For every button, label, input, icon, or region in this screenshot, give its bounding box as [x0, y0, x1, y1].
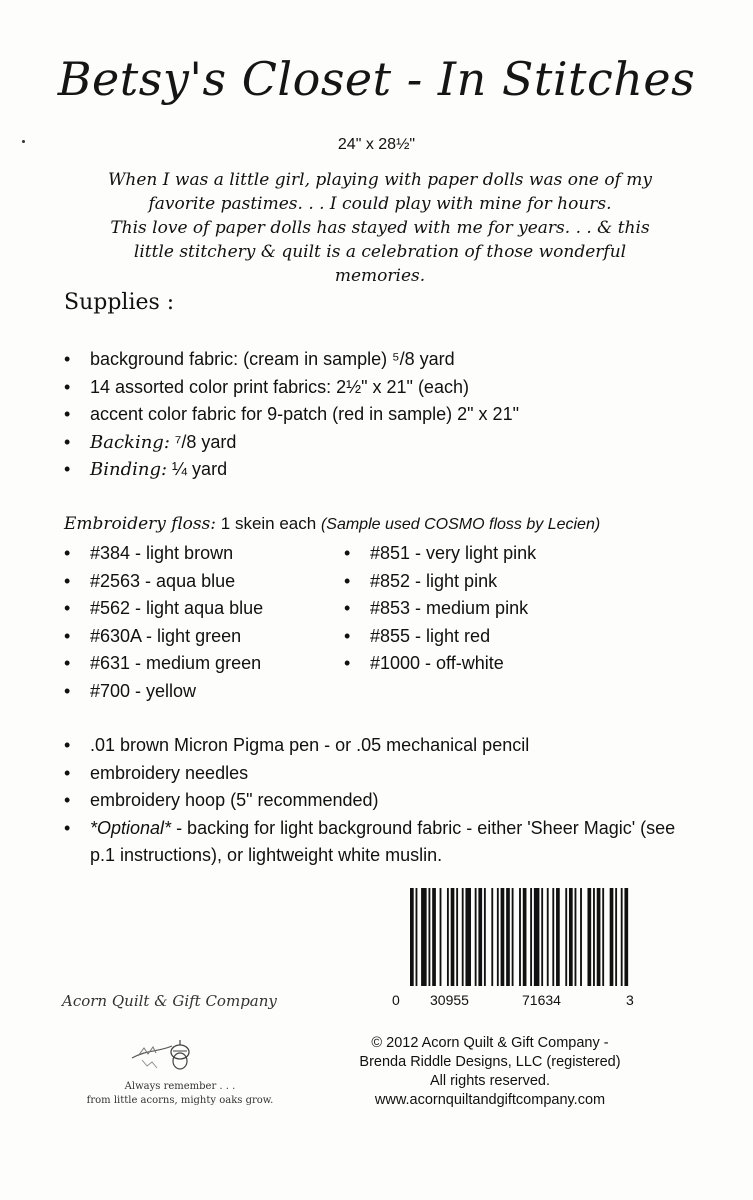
- list-item: • #853 - medium pink: [344, 595, 536, 623]
- floss-label: Embroidery floss:: [64, 514, 217, 534]
- barcode-bar: [552, 888, 554, 986]
- floss-list-right: [344, 540, 536, 678]
- list-item: • embroidery hoop (5" recommended): [64, 787, 700, 815]
- copyright-line: © 2012 Acorn Quilt & Gift Company -: [371, 1035, 609, 1051]
- barcode-bar: [491, 888, 493, 986]
- binding-label: Binding:: [90, 459, 168, 480]
- barcode-bar: [519, 888, 521, 986]
- supplies-list: [64, 346, 519, 484]
- barcode-bar: [547, 888, 549, 986]
- acorn-company-logo-text: Acorn Quilt & Gift Company: [62, 992, 277, 1010]
- floss-note: (Sample used COSMO floss by Lecien): [320, 516, 601, 533]
- list-item: • #384 - light brown: [64, 540, 263, 568]
- page-title: Betsy's Closet - In Stitches: [57, 52, 696, 106]
- barcode-bar: [541, 888, 543, 986]
- intro-line: favorite pastimes. . . I could play with mine for hours.: [148, 194, 612, 214]
- barcode-digit: 30955: [430, 992, 469, 1008]
- intro-paragraph: [90, 168, 670, 288]
- barcode-digit: 3: [626, 992, 634, 1008]
- list-item: • #851 - very light pink: [344, 540, 536, 568]
- barcode-bar: [610, 888, 614, 986]
- intro-line: little stitchery & quilt is a celebration of those wonderful memories.: [133, 242, 627, 286]
- list-item: • #2563 - aqua blue: [64, 568, 263, 596]
- barcode-bar: [580, 888, 582, 986]
- copyright-line: Brenda Riddle Designs, LLC (registered): [359, 1054, 621, 1070]
- barcode-bar: [565, 888, 567, 986]
- list-item: • Backing: ⁷/8 yard: [64, 429, 519, 457]
- barcode-bar: [593, 888, 595, 986]
- tools-list: [64, 732, 700, 870]
- website-link: www.acornquiltandgiftcompany.com: [374, 1092, 606, 1108]
- barcode-digit: 0: [392, 992, 400, 1008]
- barcode-bar: [440, 888, 442, 986]
- list-item: • #562 - light aqua blue: [64, 595, 263, 623]
- barcode-bar: [484, 888, 486, 986]
- barcode-bar: [478, 888, 482, 986]
- intro-line: When I was a little girl, playing with paper dolls was one of my: [107, 170, 653, 190]
- barcode-bar: [447, 888, 449, 986]
- barcode-bar: [456, 888, 458, 986]
- acorn-caption: Always remember . . . from little acorns, mighty oaks grow.: [86, 1081, 274, 1106]
- list-item: • accent color fabric for 9-patch (red in sample) 2" x 21": [64, 401, 519, 429]
- list-item: • *Optional* - backing for light background fabric - either 'Sheer Magic' (see p.1 instructions), or lightweight white muslin.: [64, 815, 700, 870]
- floss-list-left: [64, 540, 263, 705]
- barcode-bar: [624, 888, 628, 986]
- barcode-bar: [497, 888, 499, 986]
- intro-line: This love of paper dolls has stayed with me for years. . . & this: [110, 218, 650, 238]
- list-item: • #1000 - off-white: [344, 650, 536, 678]
- barcode-bar: [416, 888, 418, 986]
- list-item: • #630A - light green: [64, 623, 263, 651]
- list-item: • .01 brown Micron Pigma pen - or .05 mechanical pencil: [64, 732, 700, 760]
- optional-label: *Optional*: [90, 817, 172, 838]
- copyright-block: [335, 1034, 645, 1110]
- copyright-line: All rights reserved.: [429, 1073, 551, 1089]
- barcode-bar: [530, 888, 532, 986]
- supplies-heading: Supplies :: [64, 290, 175, 315]
- list-item: • #852 - light pink: [344, 568, 536, 596]
- barcode-bar: [556, 888, 560, 986]
- list-item: • background fabric: (cream in sample) ⁵/8 yard: [64, 346, 519, 374]
- barcode-bar: [523, 888, 527, 986]
- barcode-bar: [602, 888, 604, 986]
- barcode-bar: [410, 888, 414, 986]
- list-item: • Binding: ¼ yard: [64, 456, 519, 484]
- barcode-bar: [575, 888, 577, 986]
- barcode-bar: [428, 888, 430, 986]
- barcode-bar: [465, 888, 471, 986]
- barcode-bar: [534, 888, 540, 986]
- barcode: [410, 888, 630, 986]
- barcode-bar: [587, 888, 591, 986]
- barcode-bar: [475, 888, 477, 986]
- quilt-size: 24" x 28½": [337, 136, 416, 153]
- backing-label: Backing:: [90, 431, 170, 453]
- barcode-bar: [451, 888, 455, 986]
- list-item: • #700 - yellow: [64, 678, 263, 706]
- barcode-bar: [512, 888, 514, 986]
- list-item: • embroidery needles: [64, 760, 700, 788]
- barcode-bar: [506, 888, 510, 986]
- list-item: • 14 assorted color print fabrics: 2½" x 21" (each): [64, 374, 519, 402]
- barcode-bar: [421, 888, 427, 986]
- acorn-branch-icon: [128, 1030, 198, 1082]
- barcode-digit: 71634: [522, 992, 561, 1008]
- barcode-bar: [501, 888, 505, 986]
- list-item: • #855 - light red: [344, 623, 536, 651]
- barcode-bar: [615, 888, 617, 986]
- barcode-bar: [597, 888, 601, 986]
- floss-heading: Embroidery floss: 1 skein each (Sample used COSMO floss by Lecien): [64, 514, 601, 534]
- barcode-bar: [569, 888, 573, 986]
- list-item: • #631 - medium green: [64, 650, 263, 678]
- barcode-bar: [432, 888, 436, 986]
- barcode-bar: [621, 888, 623, 986]
- barcode-bar: [462, 888, 464, 986]
